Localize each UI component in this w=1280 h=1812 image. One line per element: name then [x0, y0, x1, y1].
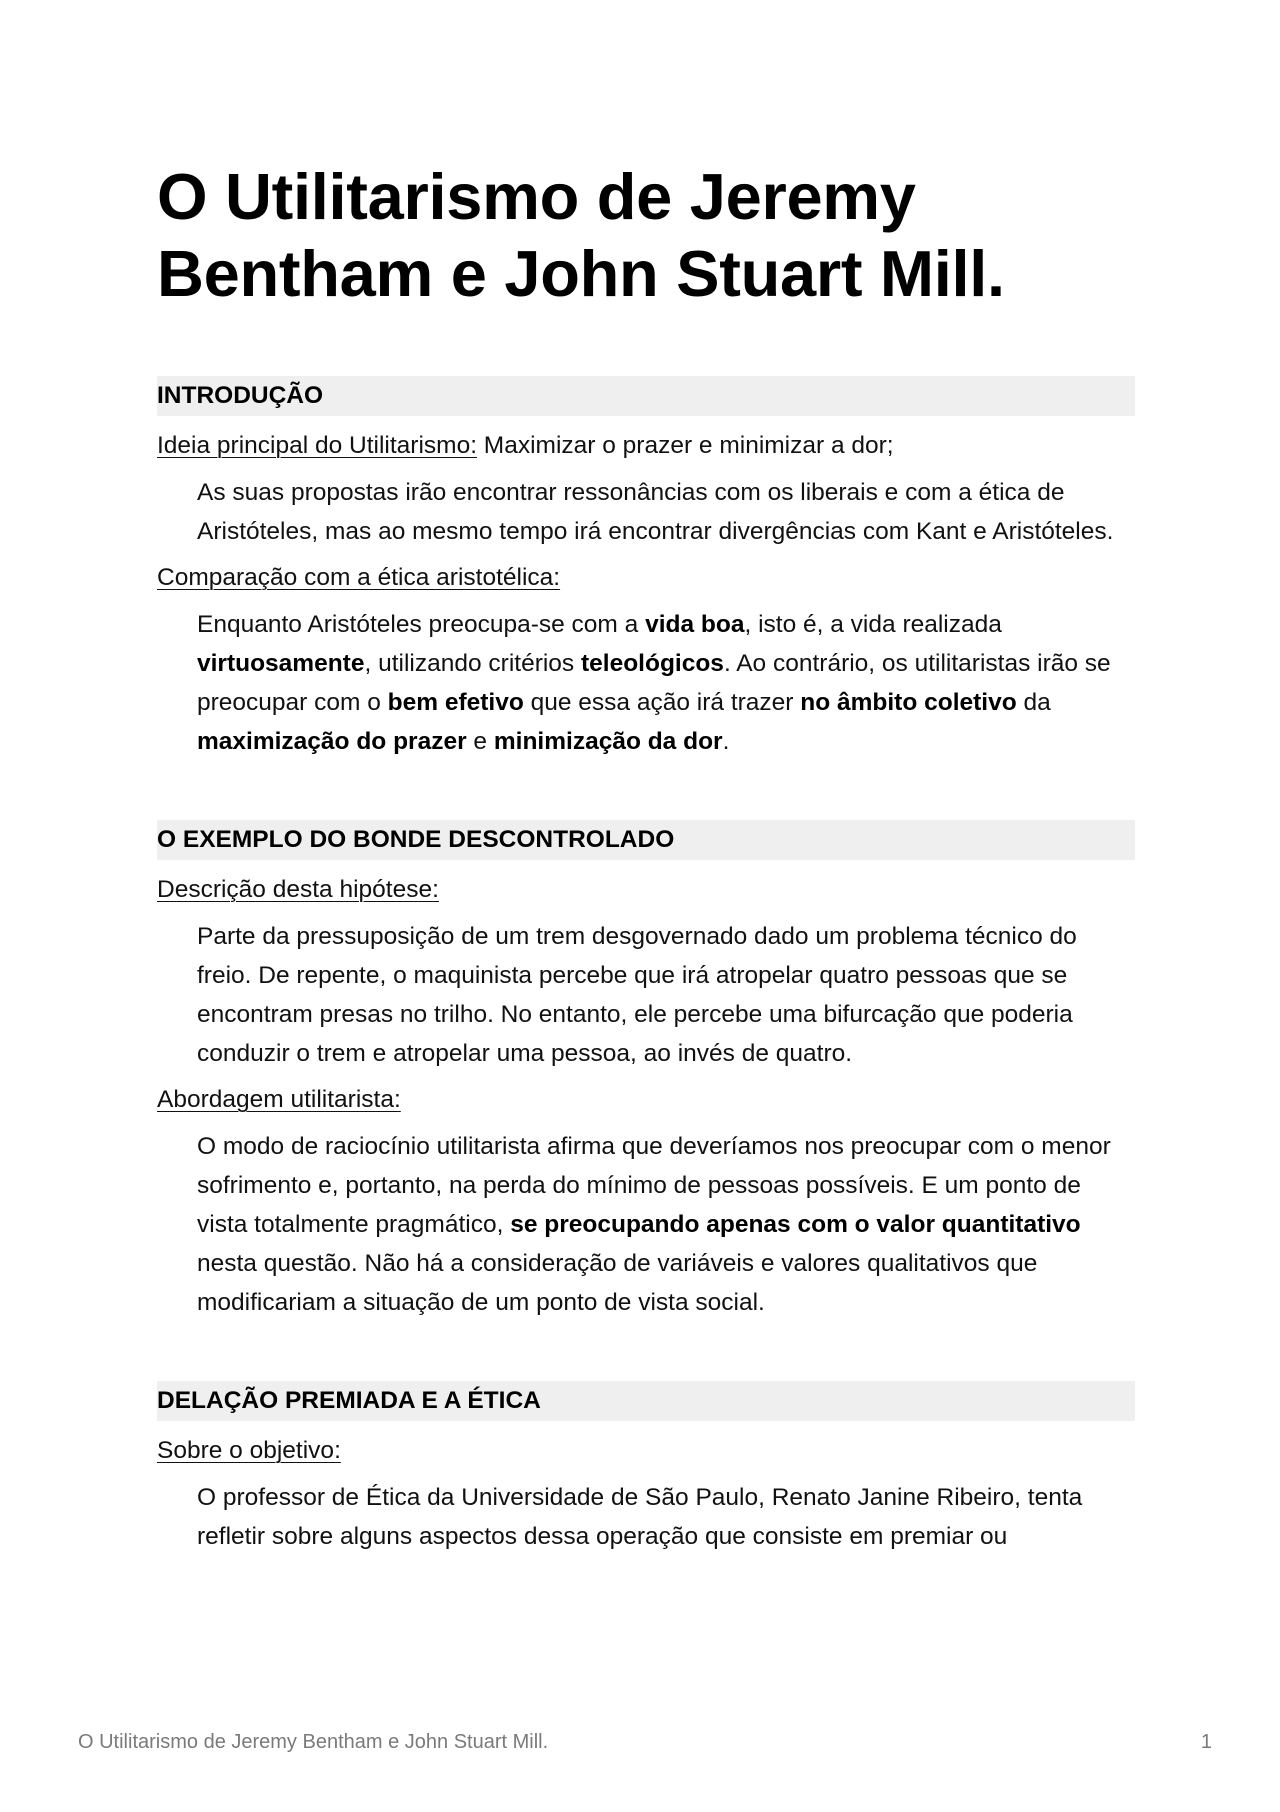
section-heading-introducao: INTRODUÇÃO [157, 376, 1135, 416]
paragraph-objetivo: O professor de Ética da Universidade de São Paulo, Renato Janine Ribeiro, tenta refletir sobre alguns aspectos dessa operação que consiste em premiar ou [197, 1484, 1083, 1550]
body-text: e [466, 728, 494, 755]
sub-label-text: Comparação com a ética aristotélica: [157, 564, 561, 591]
sub-label-descricao [157, 873, 1135, 907]
sub-label-tail: Maximizar o prazer e minimizar a dor; [477, 432, 894, 459]
footer-running-title: O Utilitarismo de Jeremy Bentham e John Stuart Mill. [78, 1731, 549, 1753]
footer-page-number: 1 [1200, 1731, 1212, 1753]
paragraph-propostas: As suas propostas irão encontrar ressonâncias com os liberais e com a ética de Aristóteles, mas ao mesmo tempo irá encontrar divergências com Kant e Aristóteles. [197, 479, 1114, 545]
section-heading-delacao: DELAÇÃO PREMIADA E A ÉTICA [157, 1381, 1135, 1421]
title-line-1: O Utilitarismo de Jeremy [157, 160, 916, 233]
body-text: , isto é, a vida realizada [744, 611, 1002, 638]
emphasis-text: virtuosamente [197, 650, 365, 677]
body-text: . [722, 728, 730, 755]
paragraph-comparacao [157, 605, 1135, 761]
title-line-2: Bentham e John Stuart Mill. [157, 237, 1005, 310]
sub-label-objetivo [157, 1434, 1135, 1468]
document-page [157, 158, 1135, 1556]
paragraph-abordagem [157, 1127, 1135, 1322]
sub-label-text: Abordagem utilitarista: [157, 1086, 401, 1113]
sub-label-text: Ideia principal do Utilitarismo: [157, 432, 477, 459]
sub-label-text: Sobre o objetivo: [157, 1437, 341, 1464]
body-text: Enquanto Aristóteles preocupa-se com a [197, 611, 646, 638]
sub-label-comparacao [157, 561, 1135, 595]
emphasis-text: minimização da dor [493, 728, 723, 755]
emphasis-text: bem efetivo [387, 689, 524, 716]
body-text: , utilizando critérios [364, 650, 581, 677]
sub-label-ideia-principal [157, 429, 1135, 463]
body-text: nesta questão. Não há a consideração de variáveis e valores qualitativos que modificariam a situação de um ponto de vista social. [197, 1250, 1038, 1316]
body-text: . Ao contrário, os utilitaristas irão se preocupar com o [197, 650, 1111, 716]
emphasis-text: teleológicos [580, 650, 724, 677]
emphasis-text: maximização do prazer [197, 728, 467, 755]
body-text: que essa ação irá trazer [523, 689, 801, 716]
paragraph-descricao: Parte da pressuposição de um trem desgovernado dado um problema técnico do freio. De repente, o maquinista percebe que irá atropelar quatro pessoas que se encontram presas no trilho. No entanto, ele percebe uma bifurcação que poderia conduzir o trem e atropelar uma pessoa, ao invés de quatro. [197, 923, 1077, 1067]
section-heading-bonde: O EXEMPLO DO BONDE DESCONTROLADO [157, 820, 1135, 860]
body-text: da [1016, 689, 1051, 716]
document-title [157, 158, 1135, 312]
sub-label-abordagem [157, 1083, 1135, 1117]
emphasis-text: se preocupando apenas com o valor quantitativo [510, 1211, 1081, 1238]
body-text: O modo de raciocínio utilitarista afirma que deveríamos nos preocupar com o menor sofrimento e, portanto, na perda do mínimo de pessoas possíveis. E um ponto de vista totalmente pragmático, [197, 1133, 1111, 1238]
emphasis-text: vida boa [645, 611, 745, 638]
sub-label-text: Descrição desta hipótese: [157, 876, 439, 903]
emphasis-text: no âmbito coletivo [800, 689, 1017, 716]
